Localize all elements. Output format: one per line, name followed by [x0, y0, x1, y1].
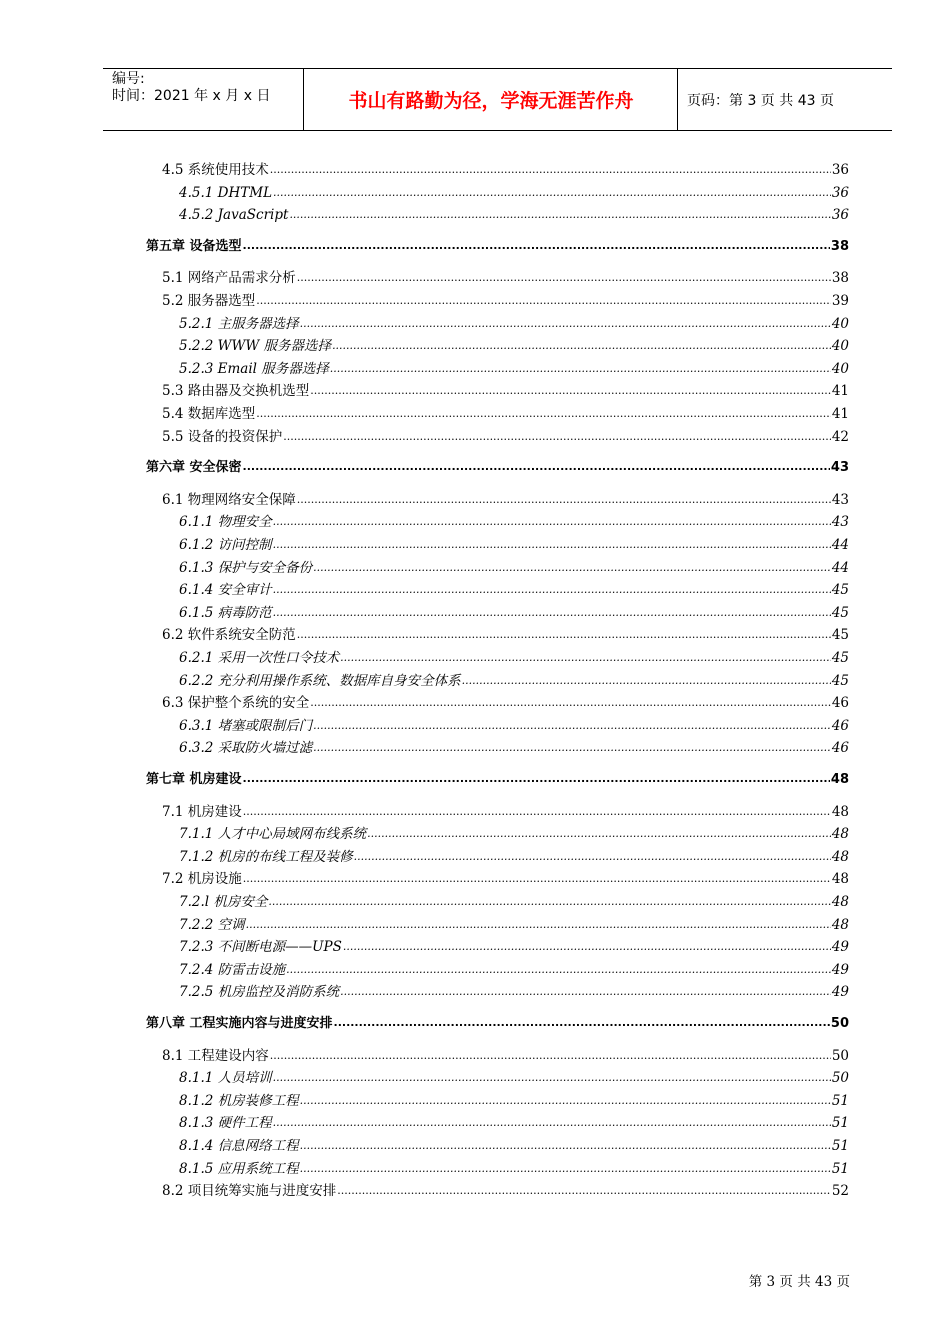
toc-entry-page: 43 [831, 491, 849, 508]
toc-entry-label: 4.5.1 DHTML [179, 184, 273, 201]
toc-entry-label: 4.5.2 JavaScript [179, 207, 289, 224]
toc-entry-label: 8.1.3 硬件工程 [179, 1115, 272, 1132]
toc-leader-dots [273, 1113, 831, 1133]
toc-leader-dots [337, 1181, 831, 1201]
toc-entry-label: 7.2.5 机房监控及消防系统 [179, 984, 340, 1001]
toc-leader-dots [297, 625, 831, 645]
toc-entry-page: 48 [830, 772, 849, 787]
toc-entry[interactable] [179, 359, 849, 379]
toc-entry[interactable] [162, 404, 849, 424]
toc-entry-label: 6.1.2 访问控制 [179, 537, 272, 553]
toc-entry[interactable] [179, 183, 849, 203]
toc-leader-dots [462, 671, 831, 691]
toc-leader-dots [273, 183, 831, 203]
toc-entry-label: 第六章 安全保密 [146, 460, 242, 476]
toc-entry-label: 6.1.3 保护与安全备份 [179, 559, 313, 576]
toc-entry-label: 8.1.5 应用系统工程 [179, 1160, 299, 1177]
doc-number-label: 编号: [112, 71, 145, 87]
toc-entry[interactable] [179, 648, 849, 668]
header-motto: 书山有路勤为径，学海无涯苦作舟 [348, 90, 634, 112]
toc-entry-page: 48 [831, 871, 849, 888]
toc-entry-page: 40 [831, 315, 849, 332]
toc-entry-page: 42 [831, 428, 849, 445]
toc-entry[interactable] [179, 314, 849, 334]
toc-entry[interactable] [162, 802, 849, 822]
toc-leader-dots [313, 738, 831, 758]
toc-entry-page: 50 [831, 1047, 849, 1064]
toc-entry[interactable] [179, 1159, 849, 1179]
toc-entry-page: 41 [831, 383, 849, 400]
toc-chapter-entry[interactable] [146, 458, 849, 478]
toc-entry-page: 51 [831, 1092, 849, 1109]
toc-entry-label: 8.1.1 人员培训 [179, 1070, 272, 1087]
toc-entry-page: 46 [831, 695, 849, 712]
toc-entry[interactable] [179, 603, 849, 623]
toc-entry[interactable] [179, 892, 849, 912]
toc-leader-dots [334, 1013, 830, 1033]
toc-entry-page: 45 [831, 627, 849, 644]
toc-leader-dots [273, 1068, 831, 1088]
toc-entry-page: 45 [831, 582, 849, 599]
toc-entry-page: 36 [831, 162, 849, 178]
toc-entry-label: 6.1 物理网络安全保障 [162, 491, 296, 508]
toc-entry-label: 6.3 保护整个系统的安全 [162, 695, 310, 712]
doc-time-label: 时间：2021 年 x 月 x 日 [112, 88, 271, 104]
toc-entry-label: 6.1.1 物理安全 [179, 514, 272, 531]
toc-entry-label: 6.2 软件系统安全防范 [162, 627, 296, 644]
toc-leader-dots [313, 716, 831, 736]
toc-entry-page: 39 [831, 293, 849, 309]
toc-leader-dots [313, 558, 831, 578]
toc-chapter-entry[interactable] [146, 770, 849, 790]
toc-entry-page: 48 [831, 826, 849, 843]
toc-leader-dots [330, 359, 831, 379]
toc-entry[interactable] [179, 1068, 849, 1088]
toc-entry[interactable] [179, 982, 849, 1002]
toc-leader-dots [340, 648, 831, 668]
toc-entry-page: 38 [831, 270, 849, 287]
toc-entry-label: 4.5 系统使用技术 [162, 162, 269, 178]
toc-entry[interactable] [179, 512, 849, 532]
toc-entry-label: 7.1 机房建设 [162, 803, 242, 820]
toc-entry-label: 第八章 工程实施内容与进度安排 [146, 1016, 333, 1031]
toc-leader-dots [243, 236, 830, 256]
toc-leader-dots [297, 490, 831, 510]
toc-entry-page: 43 [831, 514, 849, 531]
toc-entry-label: 7.2.2 空调 [179, 916, 245, 933]
toc-entry-label: 8.1 工程建设内容 [162, 1047, 269, 1064]
toc-entry-page: 44 [831, 559, 849, 576]
toc-entry[interactable] [162, 869, 849, 889]
toc-leader-dots [283, 427, 831, 447]
toc-leader-dots [243, 802, 831, 822]
toc-entry-label: 5.2.1 主服务器选择 [179, 315, 299, 332]
toc-entry-label: 5.4 数据库选型 [162, 406, 256, 422]
toc-leader-dots [310, 693, 831, 713]
toc-entry-label: 7.1.1 人才中心局域网布线系统 [179, 826, 367, 843]
toc-leader-dots [273, 512, 831, 532]
toc-leader-dots [289, 205, 830, 225]
toc-entry[interactable] [162, 1046, 849, 1066]
toc-entry-page: 45 [831, 650, 849, 666]
toc-entry[interactable] [179, 671, 849, 691]
toc-entry-label: 8.2 项目统筹实施与进度安排 [162, 1183, 337, 1200]
toc-entry[interactable] [162, 268, 849, 288]
toc-entry-label: 7.2.3 不间断电源——UPS [179, 939, 342, 956]
toc-entry[interactable] [179, 205, 849, 225]
toc-entry-label: 6.1.4 安全审计 [179, 582, 272, 599]
toc-entry[interactable] [179, 1091, 849, 1111]
toc-leader-dots [256, 291, 831, 311]
toc-entry-page: 45 [831, 604, 849, 621]
toc-entry-page: 52 [831, 1183, 849, 1200]
toc-entry-label: 第五章 设备选型 [146, 238, 242, 254]
toc-chapter-entry[interactable] [146, 237, 849, 257]
toc-entry-label: 7.1.2 机房的布线工程及装修 [179, 848, 353, 865]
toc-leader-dots [246, 915, 831, 935]
toc-entry[interactable] [179, 336, 849, 356]
toc-entry-page: 38 [830, 238, 849, 254]
toc-entry[interactable] [179, 847, 849, 867]
toc-entry-page: 48 [831, 894, 849, 910]
toc-leader-dots [340, 982, 831, 1002]
toc-entry-page: 51 [831, 1138, 849, 1154]
toc-entry[interactable] [162, 625, 849, 645]
toc-chapter-entry[interactable] [146, 1014, 849, 1034]
toc-entry[interactable] [162, 490, 849, 510]
toc-entry-page: 46 [831, 740, 849, 757]
toc-entry-page: 36 [831, 207, 849, 224]
toc-entry-label: 5.3 路由器及交换机选型 [162, 383, 310, 400]
toc-entry-page: 45 [831, 672, 849, 689]
toc-entry[interactable] [162, 1181, 849, 1201]
toc-entry[interactable] [179, 1113, 849, 1133]
toc-entry[interactable] [179, 738, 849, 758]
toc-entry-page: 40 [831, 360, 849, 377]
toc-entry-label: 7.2.4 防雷击设施 [179, 961, 286, 978]
toc-leader-dots [273, 603, 831, 623]
toc-leader-dots [300, 314, 831, 334]
toc-entry-label: 6.2.2 充分利用操作系统、数据库自身安全体系 [179, 672, 461, 689]
toc-entry-label: 6.3.1 堵塞或限制后门 [179, 717, 313, 734]
toc-leader-dots [310, 381, 831, 401]
toc-entry-label: 5.1 网络产品需求分析 [162, 270, 296, 287]
toc-leader-dots [300, 1136, 831, 1156]
toc-entry-page: 40 [831, 338, 849, 355]
toc-leader-dots [256, 404, 831, 424]
toc-leader-dots [273, 580, 831, 600]
toc-leader-dots [243, 457, 830, 477]
toc-entry-page: 49 [831, 939, 849, 956]
toc-entry-page: 49 [831, 961, 849, 978]
toc-entry[interactable] [179, 716, 849, 736]
toc-entry-label: 7.2 机房设施 [162, 871, 242, 888]
toc-leader-dots [243, 769, 830, 789]
toc-entry-page: 49 [831, 984, 849, 1001]
toc-entry[interactable] [179, 937, 849, 957]
toc-entry-label: 5.2 服务器选型 [162, 293, 256, 309]
toc-entry-page: 46 [831, 717, 849, 734]
toc-entry-page: 44 [831, 537, 849, 553]
toc-entry-label: 7.2.l 机房安全 [179, 894, 268, 910]
toc-entry-label: 第七章 机房建设 [146, 772, 242, 787]
toc-entry[interactable] [162, 693, 849, 713]
toc-leader-dots [343, 937, 831, 957]
toc-leader-dots [268, 892, 830, 912]
toc-leader-dots [300, 1159, 831, 1179]
toc-leader-dots [367, 824, 831, 844]
toc-entry[interactable] [179, 535, 849, 555]
toc-entry-label: 8.1.2 机房装修工程 [179, 1092, 299, 1109]
toc-leader-dots [300, 1091, 831, 1111]
toc-entry-page: 51 [831, 1115, 849, 1132]
toc-entry-page: 48 [831, 803, 849, 820]
toc-entry[interactable] [162, 291, 849, 311]
toc-entry[interactable] [179, 580, 849, 600]
toc-entry[interactable] [162, 160, 849, 180]
toc-entry[interactable] [179, 824, 849, 844]
page-footer: 第 3 页 共 43 页 [748, 1274, 850, 1290]
toc-entry[interactable] [179, 960, 849, 980]
toc-leader-dots [286, 960, 831, 980]
toc-entry-page: 36 [831, 184, 849, 201]
toc-entry-label: 6.3.2 采取防火墙过滤 [179, 740, 313, 757]
toc-entry[interactable] [179, 915, 849, 935]
toc-entry-page: 50 [830, 1016, 849, 1031]
toc-leader-dots [270, 1046, 831, 1066]
toc-leader-dots [354, 847, 831, 867]
toc-entry-label: 8.1.4 信息网络工程 [179, 1138, 299, 1154]
toc-entry-page: 41 [831, 406, 849, 422]
toc-entry[interactable] [179, 558, 849, 578]
toc-leader-dots [273, 535, 831, 555]
header-page-info: 页码：第 3 页 共 43 页 [687, 92, 834, 109]
header-meta [112, 71, 270, 105]
page-header [103, 68, 892, 131]
toc-leader-dots [243, 869, 831, 889]
toc-leader-dots [297, 268, 831, 288]
toc-entry-label: 6.1.5 病毒防范 [179, 604, 272, 621]
toc-entry-page: 43 [830, 460, 849, 476]
toc-entry-page: 51 [831, 1160, 849, 1177]
toc-entry-label: 5.2.2 WWW 服务器选择 [179, 338, 332, 355]
toc-leader-dots [332, 336, 831, 356]
toc-entry[interactable] [162, 381, 849, 401]
toc-entry[interactable] [179, 1136, 849, 1156]
toc-entry[interactable] [162, 427, 849, 447]
toc-entry-label: 5.2.3 Email 服务器选择 [179, 360, 329, 377]
toc-entry-label: 5.5 设备的投资保护 [162, 428, 283, 445]
toc-entry-page: 50 [831, 1070, 849, 1087]
toc-entry-page: 48 [831, 848, 849, 865]
toc-leader-dots [270, 160, 831, 180]
toc-entry-label: 6.2.1 采用一次性口令技术 [179, 650, 340, 666]
toc-entry-page: 48 [831, 916, 849, 933]
